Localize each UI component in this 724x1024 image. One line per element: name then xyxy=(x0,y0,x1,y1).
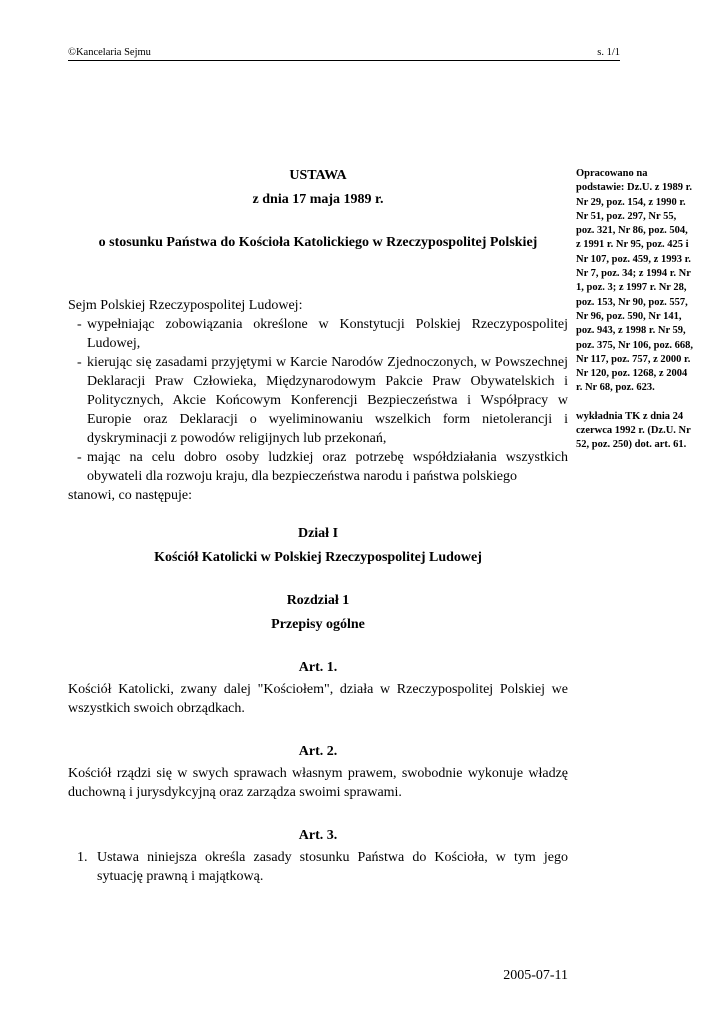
chapter-label: Rozdział 1 xyxy=(286,593,350,608)
art1-text: Kościół Katolicki, zwany dalej "Kościołem", działa w Rzeczypospolitej Polskiej we wszystkich swoich obrządkach. xyxy=(68,682,568,716)
document-date: z dnia 17 maja 1989 r. xyxy=(252,192,384,207)
art3-list xyxy=(68,848,568,886)
preamble-intro: Sejm Polskiej Rzeczypospolitej Ludowej: xyxy=(68,298,303,313)
preamble-item: - mając na celu dobro osoby ludzkiej oraz potrzebę współdziałania wszystkich obywateli dla rozwoju kraju, dla bezpieczeństwa narodu i państwa polskiego xyxy=(77,450,568,484)
document-type: USTAWA xyxy=(289,168,347,183)
document-title: o stosunku Państwa do Kościoła Katolickiego w Rzeczypospolitej Polskiej xyxy=(98,235,538,250)
page-header xyxy=(68,47,620,61)
sidenote-basis: Opracowano na podstawie: Dz.U. z 1989 r. Nr 29, poz. 154, z 1990 r. Nr 51, poz. 297, Nr 55, poz. 321, Nr 86, poz. 504, z 1991 r. Nr 95, poz. 425 i Nr 107, poz. 459, z 1993 r. Nr 7, poz. 34; z 1994 r. Nr 1, poz. 3; z 1997 r. Nr 28, poz. 153, Nr 90, poz. 557, Nr 96, poz. 590, Nr 141, poz. 943, z 1998 r. Nr 59, poz. 375, Nr 106, poz. 668, Nr 117, poz. 757, z 2000 r. Nr 120, poz. 1268, z 2004 r. Nr 68, poz. 623. xyxy=(576,168,694,394)
art3-heading: Art. 3. xyxy=(298,828,338,843)
art2-text: Kościół rządzi się w swych sprawach własnym prawem, swobodnie wykonuje władzę duchowną i jurysdykcyjną oraz zarządza swoimi sprawami. xyxy=(68,766,568,800)
preamble xyxy=(68,296,568,886)
preamble-list xyxy=(68,315,568,486)
preamble-outro: stanowi, co następuje: xyxy=(68,488,193,503)
art2-heading: Art. 2. xyxy=(298,744,338,759)
preamble-item: - kierując się zasadami przyjętymi w Karcie Narodów Zjednoczonych, w Powszechnej Deklaracji Praw Człowieka, Międzynarodowym Pakcie Praw Obywatelskich i Politycznych, Akcie Końcowym Konferencji Bezpieczeństwa i Współpracy w Europie oraz Deklaracji o wyeliminowaniu wszelkich form nietolerancji i dyskryminacji z powodów religijnych lub przekonań, xyxy=(77,355,568,446)
header-page-number: s. 1/1 xyxy=(597,47,620,58)
preamble-item: - wypełniając zobowiązania określone w Konstytucji Polskiej Rzeczypospolitej Ludowej, xyxy=(77,317,568,351)
division-label: Dział I xyxy=(297,526,339,541)
chapter-title: Przepisy ogólne xyxy=(271,617,365,632)
art1-heading: Art. 1. xyxy=(298,660,338,675)
division-title: Kościół Katolicki w Polskiej Rzeczypospolitej Ludowej xyxy=(154,550,482,565)
art3-item: 1. Ustawa niniejsza określa zasady stosunku Państwa do Kościoła, w tym jego sytuację prawną i majątkową. xyxy=(77,850,568,884)
header-copyright: ©Kancelaria Sejmu xyxy=(68,47,151,58)
sidenote-tk: wykładnia TK z dnia 24 czerwca 1992 r. (Dz.U. Nr 52, poz. 250) dot. art. 61. xyxy=(576,410,691,451)
footer-date: 2005-07-11 xyxy=(503,968,568,983)
side-note xyxy=(576,167,694,453)
